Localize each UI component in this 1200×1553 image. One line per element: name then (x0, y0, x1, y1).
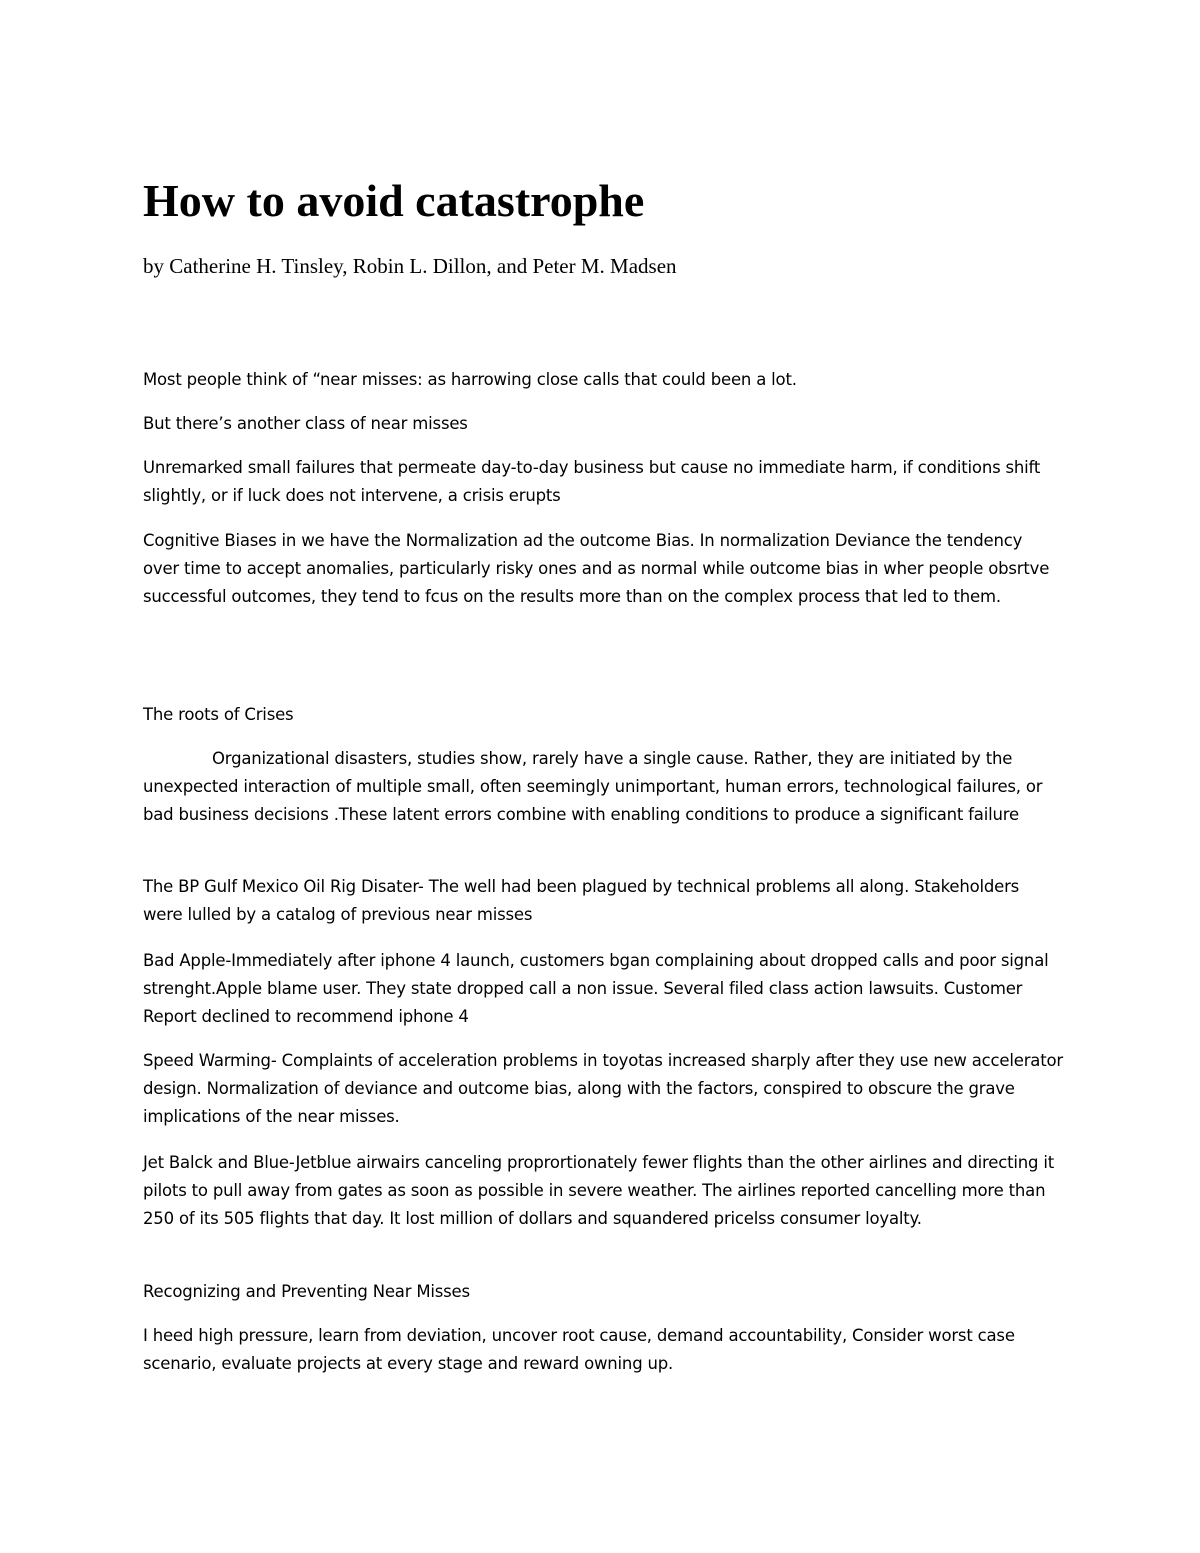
document-byline: by Catherine H. Tinsley, Robin L. Dillon, and Peter M. Madsen (143, 254, 677, 278)
section-heading-roots-of-crises: The roots of Crises (143, 705, 294, 724)
section-heading-recognizing-preventing: Recognizing and Preventing Near Misses (143, 1282, 470, 1301)
paragraph-bp-gulf: The BP Gulf Mexico Oil Rig Disater- The well had been plagued by technical problems all along. Stakeholders were lulled by a catalog of previous near misses (143, 877, 1020, 924)
paragraph-jetblue: Jet Balck and Blue-Jetblue airwairs canceling proprortionately fewer flights than the other airlines and directing it pilots to pull away from gates as soon as possible in severe weather. The airlines reported cancelling more than 250 of its 505 flights that day. It lost million of dollars and squandered pricelss consumer loyalty. (143, 1153, 1054, 1228)
paragraph-speed-warming: Speed Warming- Complaints of acceleration problems in toyotas increased sharply after they use new accelerator design. Normalization of deviance and outcome bias, along with the factors, conspired to obscure the grave implications of the near misses. (143, 1051, 1063, 1126)
paragraph-cognitive-biases: Cognitive Biases in we have the Normalization ad the outcome Bias. In normalization Deviance the tendency over time to accept anomalies, particularly risky ones and as normal while outcome bias in wher people obsrtve successful outcomes, they tend to fcus on the results more than on the complex process that led to them. (143, 531, 1050, 606)
paragraph-bad-apple: Bad Apple-Immediately after iphone 4 launch, customers bgan complaining about dropped calls and poor signal strenght.Apple blame user. They state dropped call a non issue. Several filed class action lawsuits. Customer Report declined to recommend iphone 4 (143, 951, 1049, 1026)
paragraph-another-class: But there’s another class of near misses (143, 414, 468, 433)
paragraph-recommendations: I heed high pressure, learn from deviation, uncover root cause, demand accountability, Consider worst case scenario, evaluate projects at every stage and reward owning up. (143, 1326, 1015, 1373)
paragraph-near-misses-intro: Most people think of “near misses: as harrowing close calls that could been a lot. (143, 370, 797, 389)
paragraph-unremarked-failures: Unremarked small failures that permeate day-to-day business but cause no immediate harm, if conditions shift slightly, or if luck does not intervene, a crisis erupts (143, 458, 1041, 505)
document-title: How to avoid catastrophe (143, 175, 645, 226)
paragraph-organizational-disasters: Organizational disasters, studies show, rarely have a single cause. Rather, they are initiated by the unexpected interaction of multiple small, often seemingly unimportant, human errors, technological failures, or bad business decisions .These latent errors combine with enabling conditions to produce a significant failure (143, 749, 1043, 824)
